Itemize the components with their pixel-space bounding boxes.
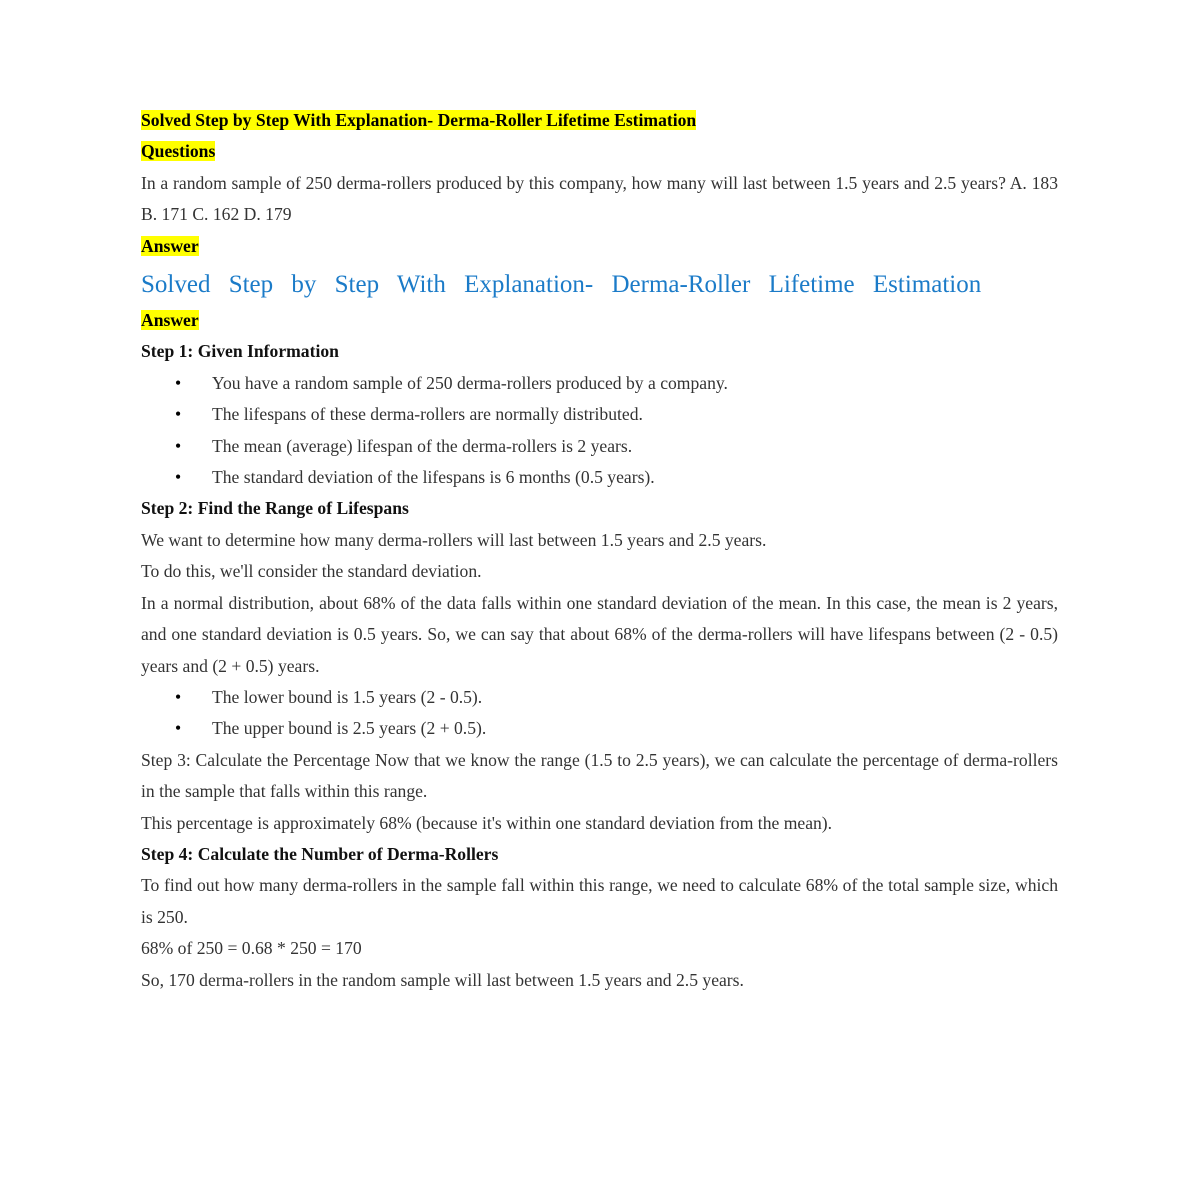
answer-label-2: Answer <box>141 310 199 331</box>
answer-heading: Solved Step by Step With Explanation- Derma-Roller Lifetime Estimation <box>141 271 982 299</box>
list-item: • You have a random sample of 250 derma-rollers produced by a company. <box>141 368 1058 399</box>
list-item: • The lower bound is 1.5 years (2 - 0.5). <box>141 682 1058 713</box>
list-item: • The lifespans of these derma-rollers are normally distributed. <box>141 399 1058 430</box>
paragraph: This percentage is approximately 68% (because it's within one standard deviation from the mean). <box>141 812 833 833</box>
step2-list <box>141 682 1058 745</box>
list-item: • The standard deviation of the lifespans is 6 months (0.5 years). <box>141 462 1058 493</box>
paragraph: To do this, we'll consider the standard deviation. <box>141 561 482 582</box>
step4-title: Step 4: Calculate the Number of Derma-Rollers <box>141 843 499 864</box>
answer-label: Answer <box>141 235 199 256</box>
question-text: In a random sample of 250 derma-rollers produced by this company, how many will last between 1.5 years and 2.5 years? A. 183 B. 171 C. 162 D. 179 <box>141 172 1058 225</box>
step2-title: Step 2: Find the Range of Lifespans <box>141 498 409 519</box>
step1-list <box>141 368 1058 494</box>
questions-label: Questions <box>141 141 216 162</box>
calculation: 68% of 250 = 0.68 * 250 = 170 <box>141 938 362 959</box>
document-page <box>141 105 1058 996</box>
step1-title: Step 1: Given Information <box>141 341 339 362</box>
list-item: • The mean (average) lifespan of the derma-rollers is 2 years. <box>141 431 1058 462</box>
list-item: • The upper bound is 2.5 years (2 + 0.5). <box>141 713 1058 744</box>
step3-paragraph: Step 3: Calculate the Percentage Now that we know the range (1.5 to 2.5 years), we can calculate the percentage of derma-rollers in the sample that falls within this range. <box>141 749 1058 802</box>
paragraph: To find out how many derma-rollers in the sample fall within this range, we need to calculate 68% of the total sample size, which is 250. <box>141 875 1058 927</box>
conclusion: So, 170 derma-rollers in the random sample will last between 1.5 years and 2.5 years. <box>141 969 744 990</box>
paragraph: In a normal distribution, about 68% of the data falls within one standard deviation of the mean. In this case, the mean is 2 years, and one standard deviation is 0.5 years. So, we can say that about 68% of the derma-rollers will have lifespans between (2 - 0.5) years and (2 + 0.5) years. <box>141 592 1058 676</box>
paragraph: We want to determine how many derma-rollers will last between 1.5 years and 2.5 years. <box>141 529 767 550</box>
document-title: Solved Step by Step With Explanation- Derma-Roller Lifetime Estimation <box>141 110 697 130</box>
